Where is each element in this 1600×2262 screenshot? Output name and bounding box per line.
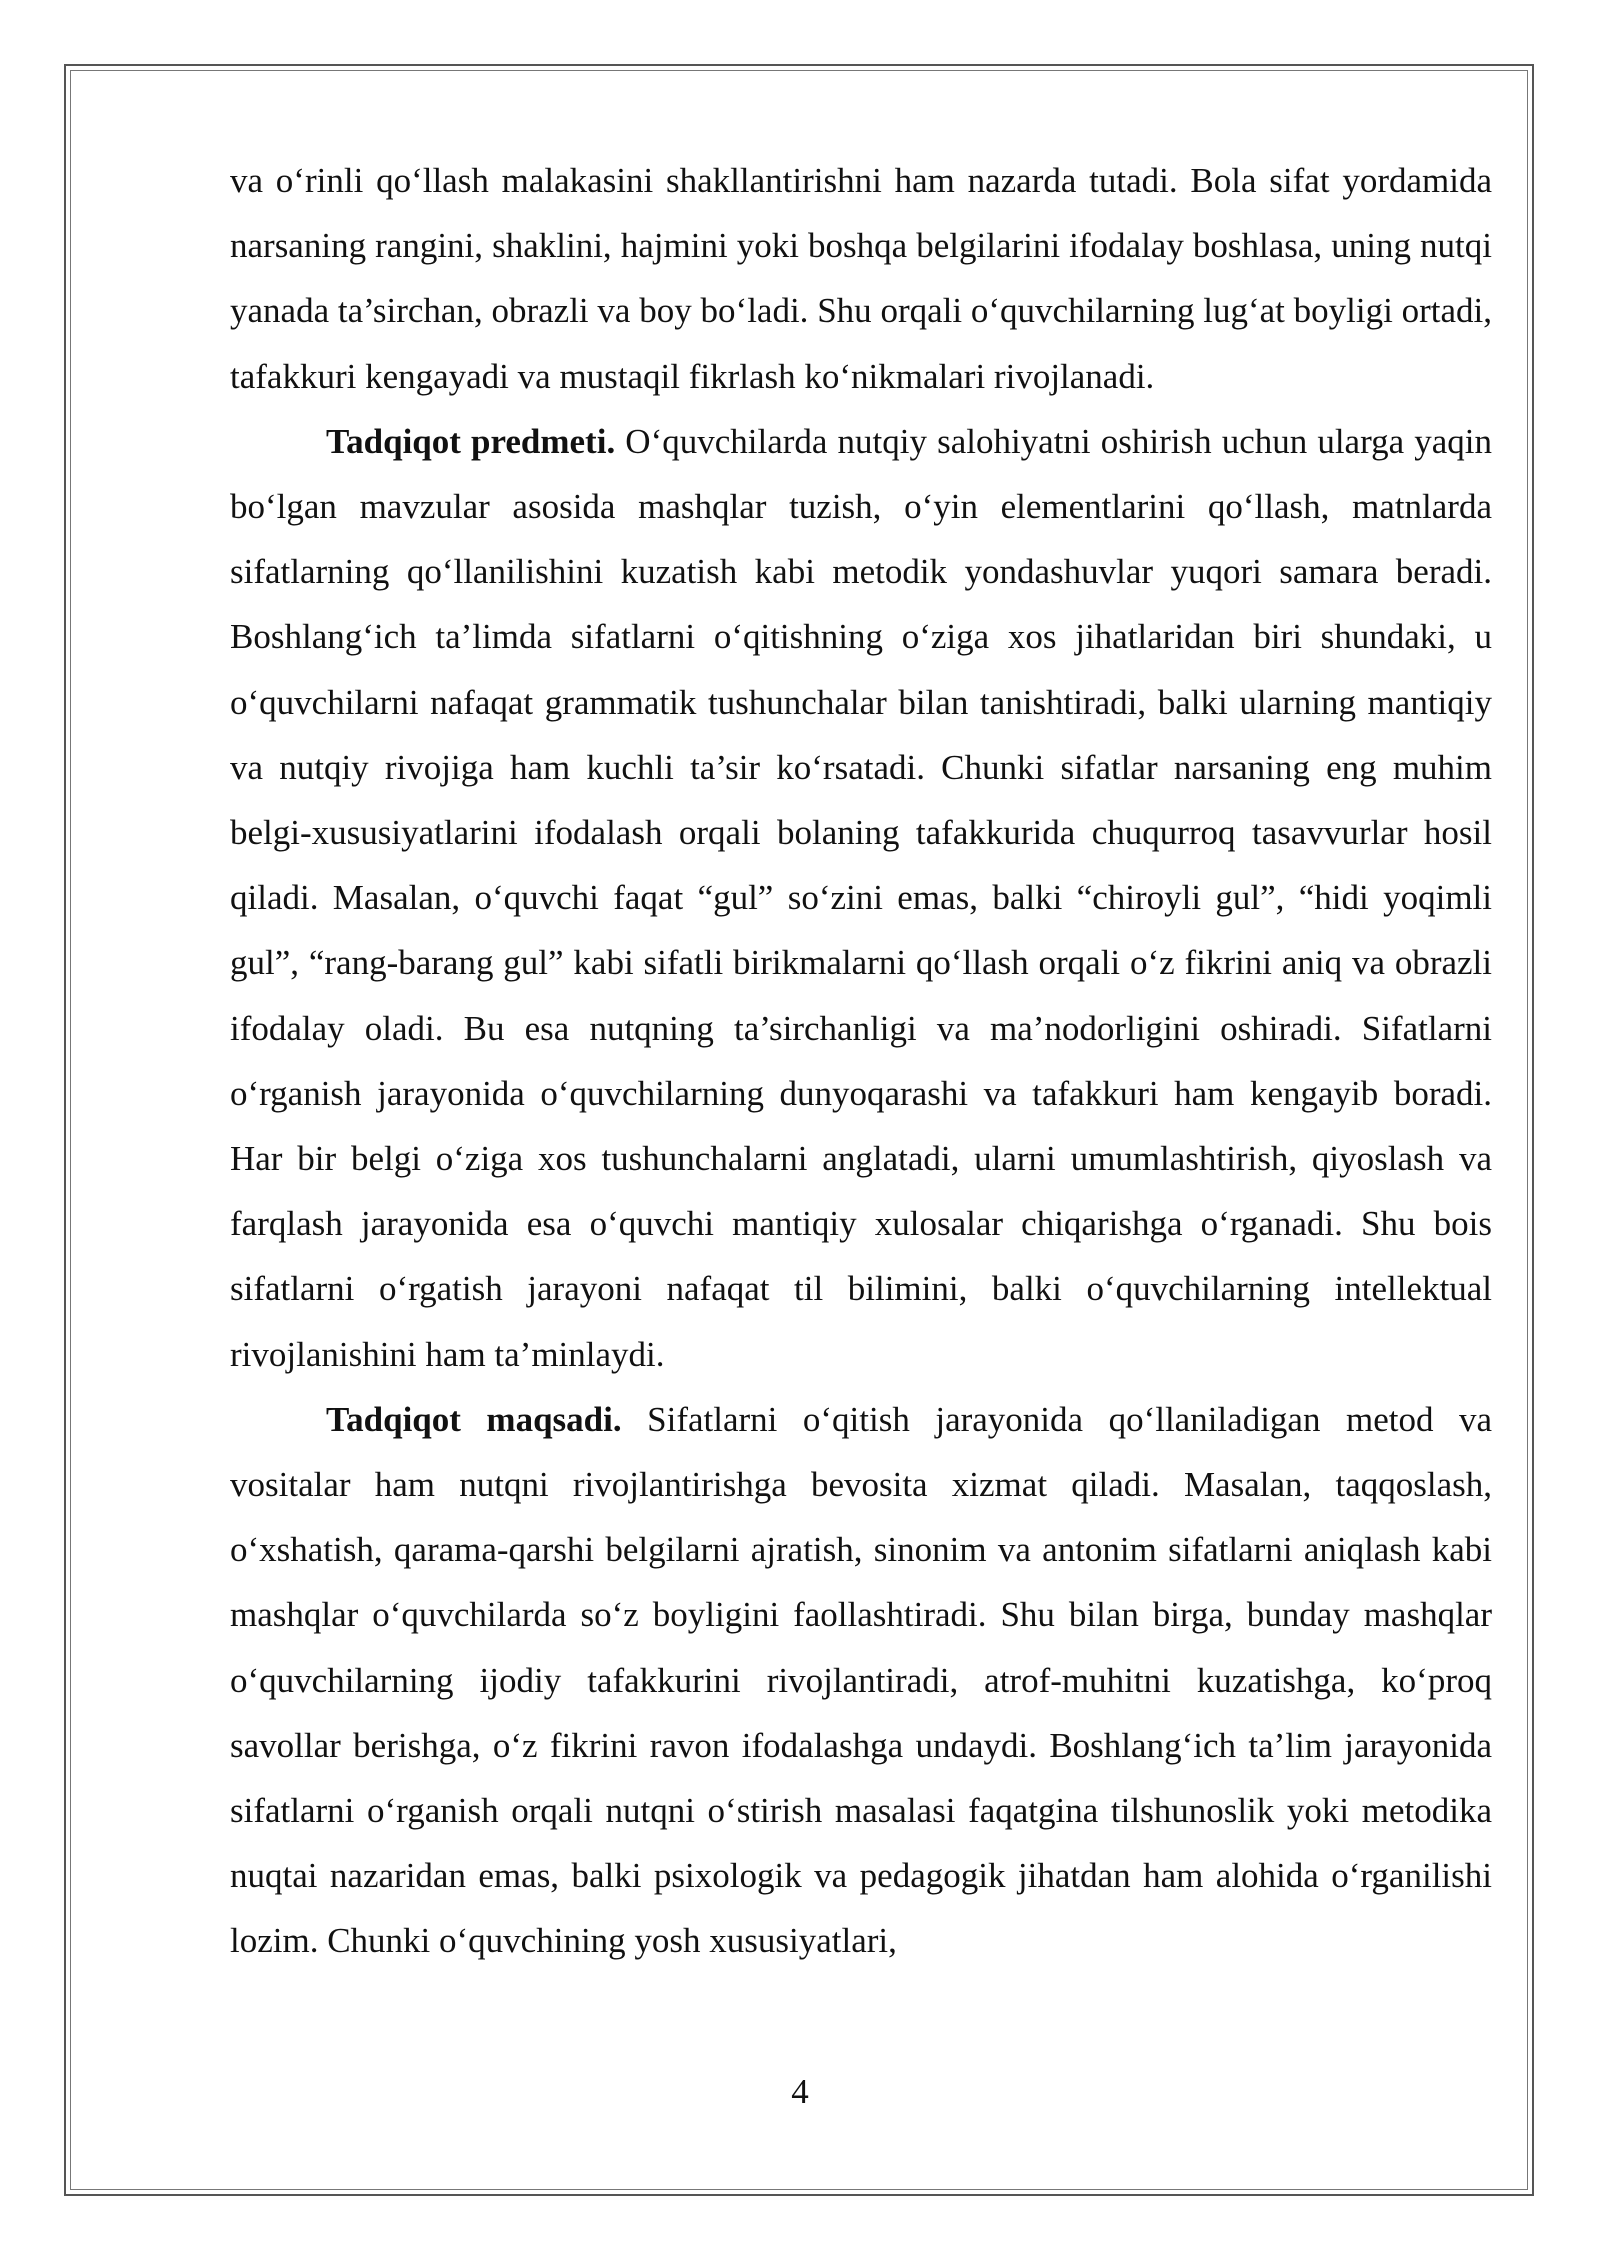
page-number: 4 <box>791 2072 809 2111</box>
section-text-research-goal: Sifatlarni o‘qitish jarayonida qo‘llaniladigan metod va vositalar ham nutqni rivojlantirishga bevosita xizmat qiladi. Masalan, taqqoslash, o‘xshatish, qarama-qarshi belgilarni ajratish, sinonim va antonim sifatlarni aniqlash kabi mashqlar o‘quvchilarda so‘z boyligini faollashtiradi. Shu bilan birga, bunday mashqlar o‘quvchilarning ijodiy tafakkurini rivojlantiradi, atrof-muhitni kuzatishga, ko‘proq savollar berishga, o‘z fikrini ravon ifodalashga undaydi. Boshlang‘ich ta’lim jarayonida sifatlarni o‘rganish orqali nutqni o‘stirish masalasi faqatgina tilshunoslik yoki metodika nuqtai nazaridan emas, balki psixologik va pedagogik jihatdan ham alohida o‘rganilishi lozim. Chunki o‘quvchining yosh xususiyatlari, <box>230 1399 1492 1961</box>
paragraph-research-subject <box>230 409 1492 1387</box>
section-heading-research-subject: Tadqiqot predmeti. <box>326 421 616 461</box>
document-body <box>230 148 1492 1974</box>
paragraph-continuation: va o‘rinli qo‘llash malakasini shakllantirishni ham nazarda tutadi. Bola sifat yordamida narsaning rangini, shaklini, hajmini yoki boshqa belgilarini ifodalay boshlasa, uning nutqi yanada ta’sirchan, obrazli va boy bo‘ladi. Shu orqali o‘quvchilarning lug‘at boyligi ortadi, tafakkuri kengayadi va mustaqil fikrlash ko‘nikmalari rivojlanadi. <box>230 161 1492 396</box>
paragraph-research-goal <box>230 1387 1492 1974</box>
section-text-research-subject: O‘quvchilarda nutqiy salohiyatni oshirish uchun ularga yaqin bo‘lgan mavzular asosida mashqlar tuzish, o‘yin elementlarini qo‘llash, matnlarda sifatlarning qo‘llanilishini kuzatish kabi metodik yondashuvlar yuqori samara beradi. Boshlang‘ich ta’limda sifatlarni o‘qitishning o‘ziga xos jihatlaridan biri shundaki, u o‘quvchilarni nafaqat grammatik tushunchalar bilan tanishtiradi, balki ularning mantiqiy va nutqiy rivojiga ham kuchli ta’sir ko‘rsatadi. Chunki sifatlar narsaning eng muhim belgi-xususiyatlarini ifodalash orqali bolaning tafakkurida chuqurroq tasavvurlar hosil qiladi. Masalan, o‘quvchi faqat “gul” so‘zini emas, balki “chiroyli gul”, “hidi yoqimli gul”, “rang-barang gul” kabi sifatli birikmalarni qo‘llash orqali o‘z fikrini aniq va obrazli ifodalay oladi. Bu esa nutqning ta’sirchanligi va ma’nodorligini oshiradi. Sifatlarni o‘rganish jarayonida o‘quvchilarning dunyoqarashi va tafakkuri ham kengayib boradi. Har bir belgi o‘ziga xos tushunchalarni anglatadi, ularni umumlashtirish, qiyoslash va farqlash jarayonida esa o‘quvchi mantiqiy xulosalar chiqarishga o‘rganadi. Shu bois sifatlarni o‘rgatish jarayoni nafaqat til bilimini, balki o‘quvchilarning intellektual rivojlanishini ham ta’minlaydi. <box>230 421 1492 1374</box>
section-heading-research-goal: Tadqiqot maqsadi. <box>326 1399 622 1439</box>
